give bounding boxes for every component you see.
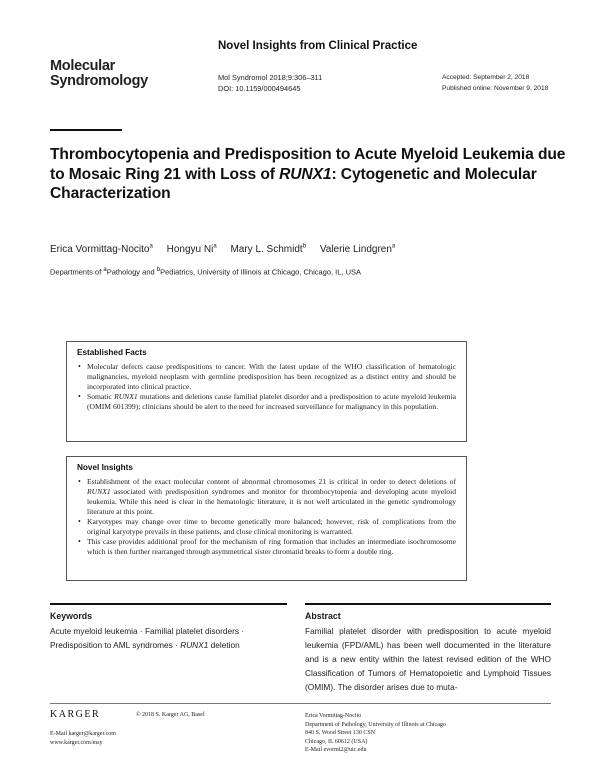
list-item: • Molecular defects cause predispositions to cancer. With the latest update of the WHO classification of hematologic malignancies, myeloid neoplasm with germline predisposition has been recognized as a distinct entity and should be incorporated into clinical practice.: [77, 362, 456, 392]
keywords-text: Acute myeloid leukemia · Familial platelet disorders · Predisposition to AML syndromes · RUNX1 deletion: [50, 626, 245, 650]
accepted-date: Accepted: September 2, 2018: [442, 74, 530, 81]
citation-volume: Mol Syndromol 2018;9:306–311: [218, 73, 323, 82]
corr-email[interactable]: E-Mail evormi2@uic.edu: [305, 747, 367, 754]
corr-name: Erica Vormittag-Nocito: [305, 713, 362, 719]
corr-city: Chicago, IL 60612 (USA): [305, 738, 368, 745]
published-date: Published online: November 9, 2018: [442, 85, 549, 92]
list-item: • Somatic RUNX1 mutations and deletions cause familial platelet disorder and a predisposition to acute myeloid leukemia (OMIM 601399); clinicians should be alert to the need for increased surveillance for malignancy in this population.: [77, 392, 456, 412]
article-dates: [442, 72, 548, 94]
title-part2: : Cytogenetic and Molecular Characterization: [50, 165, 537, 202]
publisher-contact: [50, 730, 116, 748]
author[interactable]: Hongyu Ni$^a$: [166, 244, 217, 256]
established-facts-list: [77, 362, 456, 412]
citation: [218, 72, 322, 94]
list-item: • Karyotypes may change over time to become genetically more balanced; however, risk of complications from the original karyotype prevails in these patients, and close clinical monitoring is warranted.: [77, 517, 456, 537]
title-part1: Thrombocytopenia and Predisposition to Acute Myeloid Leukemia due to Mosaic Ring 21 with Loss of: [50, 146, 566, 183]
journal-logo: [50, 59, 148, 89]
established-facts-box: [66, 341, 467, 442]
keywords-divider: [50, 603, 287, 605]
publisher-website[interactable]: www.karger.com/msy: [50, 740, 103, 746]
article-title: [50, 145, 570, 204]
abstract-divider: [305, 603, 551, 605]
publisher-email[interactable]: E-Mail karger@karger.com: [50, 731, 116, 737]
novel-insights-box: [66, 456, 467, 581]
publisher-logo: KARGER: [50, 709, 101, 720]
correspondence: [305, 712, 446, 755]
novel-insights-list: [77, 477, 456, 557]
author[interactable]: Erica Vormittag-Nocito$^a$: [50, 244, 153, 256]
abstract-text: Familial platelet disorder with predisposition to acute myeloid leukemia (FPD/AML) has been well documented in the literature and is a new entity within the latest revised edition of the WHO Classification of Tumors of Hematopoietic and Lymphoid Tissues (OMIM). The disorder arises due to muta-: [305, 626, 551, 692]
footer-divider: [50, 703, 551, 704]
list-item: • Establishment of the exact molecular content of abnormal chromosomes 21 is critical in order to detect deletions of RUNX1 associated with predisposition syndromes and monitor for thrombocytopenia and developing acute myeloid leukemia. While this need is clear in the hematologic literature, it is not well articulated in the genetic syndromology literature at this point.: [77, 477, 456, 517]
novel-insights-heading: Novel Insights: [77, 463, 133, 472]
header-divider: [50, 129, 122, 131]
journal-logo-line1: Molecular: [50, 58, 115, 74]
author[interactable]: Valerie Lindgren$^a$: [319, 244, 396, 256]
list-item: • This case provides additional proof for the mechanism of ring formation that includes an intermediate isochromosome which is then further rearranged through asymmetrical sister chromatid breaks to form a double ring.: [77, 537, 456, 557]
title-gene: RUNX1: [279, 165, 332, 183]
abstract-heading: Abstract: [305, 611, 341, 621]
affiliations: Departments of $^a$Pathology and $^b$Pediatrics, University of Illinois at Chicago, Chicago, IL, USA: [50, 267, 362, 277]
author[interactable]: Mary L. Schmidt$^b$: [230, 244, 307, 256]
corr-street: 840 S. Wood Street 130 CSN: [305, 730, 376, 737]
journal-logo-line2: Syndromology: [50, 73, 148, 89]
established-facts-heading: Established Facts: [77, 348, 147, 357]
author-list: [50, 244, 406, 255]
keywords-heading: Keywords: [50, 611, 93, 621]
section-label: Novel Insights from Clinical Practice: [218, 40, 418, 52]
citation-doi[interactable]: DOI: 10.1159/000494645: [218, 84, 301, 93]
copyright: © 2018 S. Karger AG, Basel: [136, 712, 205, 718]
corr-department: Department of Pathology, University of Illinois at Chicago: [305, 721, 446, 728]
